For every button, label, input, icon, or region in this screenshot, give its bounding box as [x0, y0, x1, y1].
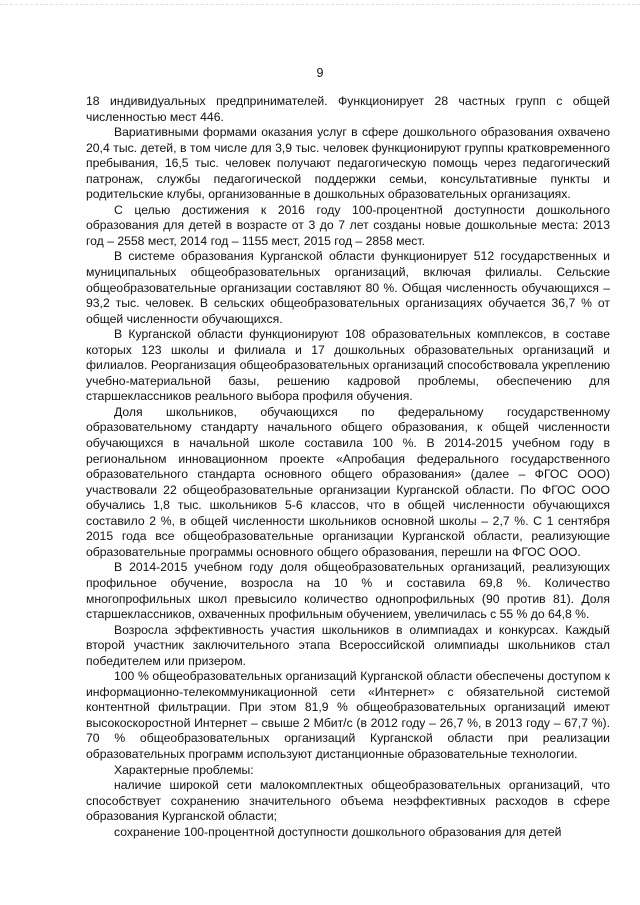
paragraph-4: В системе образования Курганской области функционирует 512 государственных и муниципальных общеобразовательных организаций, включая филиалы. Сельские общеобразовательные организации составляют 80 %. Общая численность обучающихся – 93,2 тыс. человек. В сельских общеобразовательных организациях обучается 36,7 % от общей численности обучающихся.: [86, 249, 610, 326]
paragraph-2: Вариативными формами оказания услуг в сфере дошкольного образования охвачено 20,4 тыс. детей, в том числе для 3,9 тыс. человек функционируют группы кратковременного пребывания, 16,5 тыс. человек получают педагогическую помощь через педагогический патронаж, службы педагогической поддержки семьи, консультативные пункты и родительские клубы, организованные в дошкольных образовательных организациях.: [86, 125, 610, 202]
paragraph-10-problems-heading: Характерные проблемы:: [114, 762, 254, 777]
paragraph-6: Доля школьников, обучающихся по федеральному государственному образовательному стандарту начального общего образования, к общей численности обучающихся в начальной школе составила 100 %. В 2014-2015 учебном году в региональном инновационном проекте «Апробация федерального государственного образовательного стандарта основного общего образования» (далее – ФГОС ООО) участвовали 22 общеобразовательные организации Курганской области. По ФГОС ООО обучались 1,8 тыс. школьников 5-6 классов, что в общей численности обучающихся составило 2 %, в общей численности школьников основной школы – 2,7 %. С 1 сентября 2015 года все общеобразовательные организации Курганской области, реализующие образовательные программы основного общего образования, перешли на ФГОС ООО.: [86, 404, 610, 559]
scan-edge-line: [0, 4, 640, 6]
paragraph-3: С целью достижения к 2016 году 100-процентной доступности дошкольного образования для детей в возрасте от 3 до 7 лет созданы новые дошкольные места: 2013 год – 2558 мест, 2014 год – 1155 мест, 2015 год – 2858 мест.: [86, 202, 610, 248]
paragraph-5: В Курганской области функционируют 108 образовательных комплексов, в составе которых 123 школы и филиала и 17 дошкольных образовательных организаций и филиалов. Реорганизация общеобразовательных организаций способствовала укреплению учебно-материальной базы, решению кадровой проблемы, обеспечению для старшеклассников реального выбора профиля обучения.: [86, 327, 610, 404]
document-body: [86, 94, 610, 840]
paragraph-12-problem-item: сохранение 100-процентной доступности дошкольного образования для детей: [114, 824, 562, 839]
paragraph-1: 18 индивидуальных предпринимателей. Функционирует 28 частных групп с общей численностью мест 446.: [86, 94, 610, 124]
page-number: 9: [316, 66, 324, 80]
paragraph-8: Возросла эффективность участия школьников в олимпиадах и конкурсах. Каждый второй участник заключительного этапа Всероссийской олимпиады школьников стал победителем или призером.: [86, 622, 610, 668]
paragraph-11-problem-item: наличие широкой сети малокомплектных общеобразовательных организаций, что способствует сохранению значительного объема неэффективных расходов в сфере образования Курганской области;: [86, 778, 610, 824]
paragraph-7: В 2014-2015 учебном году доля общеобразовательных организаций, реализующих профильное обучение, возросла на 10 % и составила 69,8 %. Количество многопрофильных школ превысило количество однопрофильных (90 против 81). Доля старшеклассников, охваченных профильным обучением, увеличилась с 55 % до 64,8 %.: [86, 560, 610, 622]
paragraph-9: 100 % общеобразовательных организаций Курганской области обеспечены доступом к информационно-телекоммуникационной сети «Интернет» с обязательной системой контентной фильтрации. При этом 81,9 % общеобразовательных организаций имеют высокоскоростной Интернет – свыше 2 Мбит/с (в 2012 году – 26,7 %, в 2013 году – 67,7 %). 70 % общеобразовательных организаций Курганской области при реализации образовательных программ используют дистанционные образовательные технологии.: [86, 669, 610, 761]
